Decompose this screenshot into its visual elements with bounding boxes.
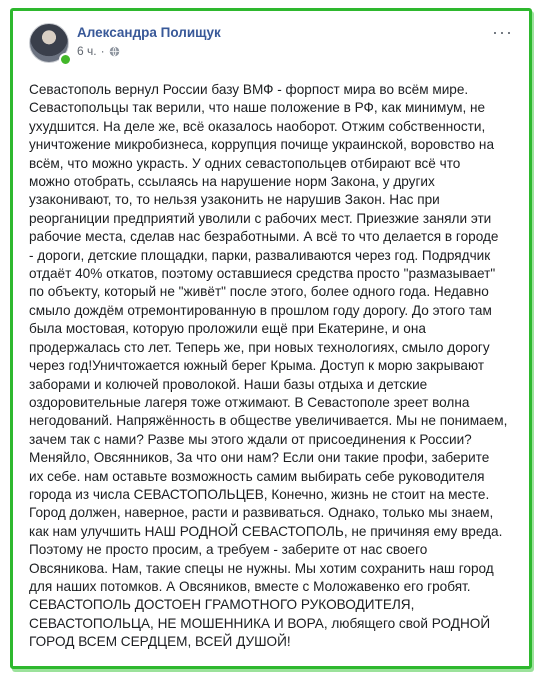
post-meta bbox=[77, 44, 120, 58]
post-text: Севастополь вернул России базу ВМФ - форпост мира во всём мире. Севастопольцы так верили, что наше положение в РФ, как минимум, не ухудшится. На деле же, всё оказалось наоборот. Отжим собственности, уничтожение микробизнеса, коррупция почище украинской, воровство на всём, что можно украсть. У одних севастопольцев отбирают всё что можно отобрать, ссылаясь на нарушение норм Закона, у других узаконивают, то, то нельзя узаконить не нарушив Закон. Нас при реорганиции предприятий уволили с рабочих мест. Приезжие заняли эти рабочие места, сделав нас безработными. А всё то что делается в городе - дороги, детские площадки, парки, разваливаются через год. Подрядчик отдаёт 40% откатов, поэтому оставшиеся средства просто "размазывает" по объекту, который не "живёт" после этого, более одного года. Недавно смыло дождём отремонтированную в прошлом году дорогу. До этого там была мостовая, которую проложили ещё при Екатерине, и она продержалась сто лет. Теперь же, при новых технологиях, смыло дорогу через год!Уничтожается южный берег Крыма. Доступ к морю закрывают заборами и колючей проволокой. Наши базы отдыха и детские оздоровительные лагеря тоже отжимают. В Севастополе зреет волна негодований. Напряжённость в обществе увеличивается. Мы не понимаем, зачем так с нами? Разве мы этого ждали от присоединения к России? Меняйло, Овсянников, За что они нам? Если они такие профи, заберите их себе. нам оставьте возможность самим выбирать себе руководителя города из числа СЕВАСТОПОЛЬЦЕВ, Конечно, жизнь не стоит на месте. Город должен, наверное, расти и развиваться. Однако, только мы знаем, как нам улучшить НАШ РОДНОЙ СЕВАСТОПОЛЬ, не причиняя ему вреда. Поэтому не просто просим, а требуем - заберите от нас своего Овсяникова. Нам, такие спецы не нужны. Мы хотим сохранить наш город для наших потомков. А Овсяников, вместе с Моложавенко его гробят. СЕВАСТОПОЛЬ ДОСТОЕН ГРАМОТНОГО РУКОВОДИТЕЛЯ, СЕВАСТОПОЛЬЦА, НЕ МОШЕННИКА И ВОРА, любящего свой РОДНОЙ ГОРОД ВСЕМ СЕРДЦЕМ, ВСЕЙ ДУШОЙ! bbox=[29, 82, 508, 650]
globe-icon[interactable] bbox=[109, 46, 120, 57]
post-frame bbox=[10, 8, 532, 669]
online-status-icon bbox=[59, 53, 72, 66]
post-timestamp[interactable]: 6 ч. bbox=[77, 44, 97, 58]
meta-separator: · bbox=[100, 44, 105, 58]
more-horizontal-icon[interactable]: ··· bbox=[492, 22, 513, 42]
author-name[interactable]: Александра Полищук bbox=[77, 25, 221, 40]
facebook-post bbox=[29, 21, 519, 652]
post-header bbox=[29, 21, 519, 67]
